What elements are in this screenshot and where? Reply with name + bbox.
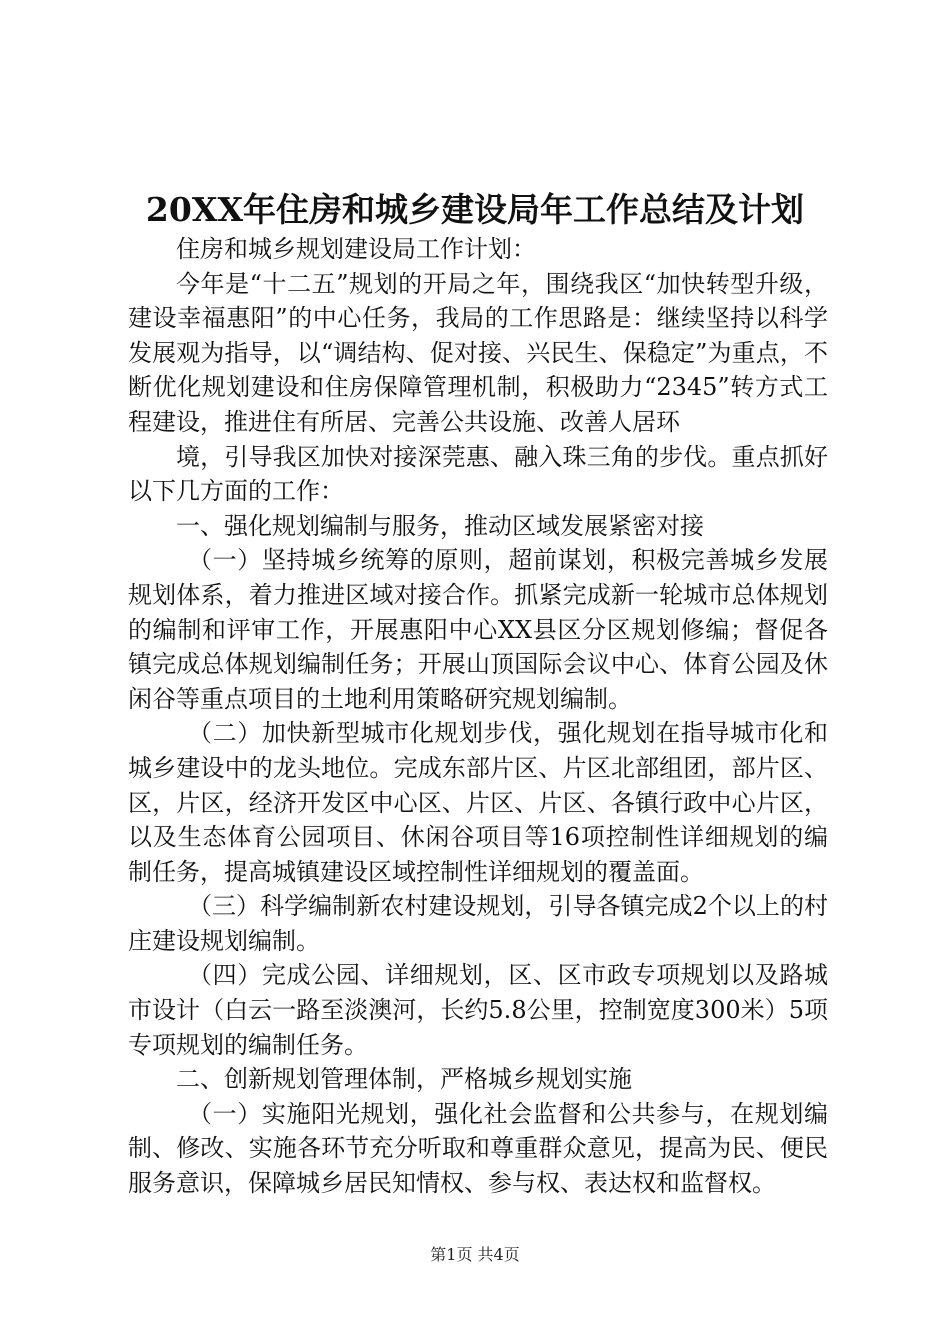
section-heading-1: 一、强化规划编制与服务，推动区域发展紧密对接: [176, 511, 704, 540]
paragraph-overview: 今年是“十二五”规划的开局之年，围绕我区“加快转型升级，建设幸福惠阳”的中心任务，我局的工作思路是：继续坚持以科学发展观为指导，以“调结构、促对接、兴民生、保稳定”为重点，不断优化规划建设和住房保障管理机制，积极助力“2345”转方式工程建设，推进住有所居、完善公共设施、改善人居环: [128, 269, 828, 436]
paragraph-focus: 境，引导我区加快对接深莞惠、融入珠三角的步伐。重点抓好以下几方面的工作：: [128, 442, 828, 506]
section-heading-2: 二、创新规划管理体制，严格城乡规划实施: [176, 1065, 632, 1094]
document-title: 20XX年住房和城乡建设局年工作总结及计划: [145, 190, 805, 229]
paragraph-1-1: （一）坚持城乡统筹的原则，超前谋划，积极完善城乡发展规划体系，着力推进区域对接合作。抓紧完成新一轮城市总体规划的编制和评审工作，开展惠阳中心XX县区分区规划修编；督促各镇完成总体规划编制任务；开展山顶国际会议中心、体育公园及休闲谷等重点项目的土地利用策略研究规划编制。: [128, 546, 828, 713]
document-body: [128, 232, 828, 1201]
paragraph-2-1: （一）实施阳光规划，强化社会监督和公共参与，在规划编制、修改、实施各环节充分听取和尊重群众意见，提高为民、便民服务意识，保障城乡居民知情权、参与权、表达权和监督权。: [128, 1099, 828, 1198]
paragraph-1-3: （三）科学编制新农村建设规划，引导各镇完成2个以上的村庄建设规划编制。: [128, 892, 828, 955]
page-number-footer: 第1页 共4页: [430, 1245, 520, 1264]
paragraph-1-4: （四）完成公园、详细规划，区、区市政专项规划以及路城市设计（白云一路至淡澳河，长约5.8公里，控制宽度300米）5项专项规划的编制任务。: [128, 961, 828, 1059]
paragraph-intro: 住房和城乡规划建设局工作计划：: [176, 235, 536, 263]
paragraph-1-2: （二）加快新型城市化规划步伐，强化规划在指导城市化和城乡建设中的龙头地位。完成东部片区、片区北部组团，部片区、区，片区，经济开发区中心区、片区、片区、各镇行政中心片区，以及生态体育公园项目、休闲谷项目等16项控制性详细规划的编制任务，提高城镇建设区域控制性详细规划的覆盖面。: [128, 719, 828, 886]
